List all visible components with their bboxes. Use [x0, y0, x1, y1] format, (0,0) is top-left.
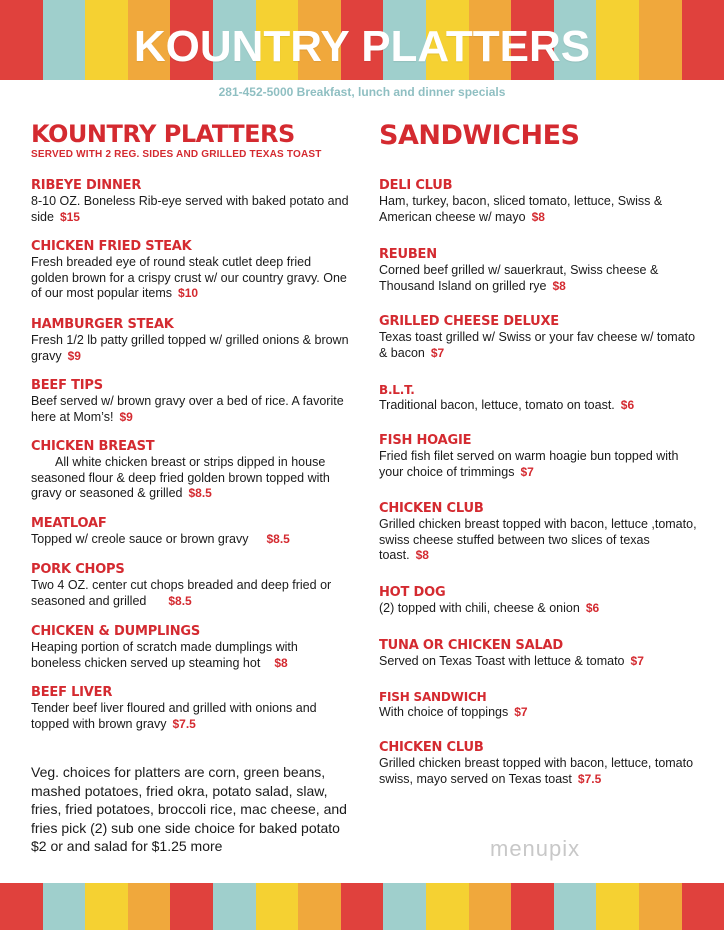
item-price: $7	[520, 464, 534, 479]
item-price: $7.5	[577, 771, 602, 786]
menu-item	[31, 378, 351, 425]
decorative-stripe	[554, 883, 597, 930]
menu-item	[31, 239, 351, 302]
menu-item	[31, 178, 351, 225]
item-name: BEEF TIPS	[31, 378, 103, 393]
item-price: $6	[585, 601, 600, 615]
item-description: (2) topped with chili, cheese & onion $6	[379, 601, 600, 615]
menu-item	[31, 562, 351, 609]
item-description: Two 4 OZ. center cut chops breaded and deep fried or seasoned and grilled $8.5	[31, 578, 332, 608]
decorative-stripe	[298, 883, 341, 930]
item-name: RIBEYE DINNER	[31, 178, 142, 193]
item-name: MEATLOAF	[31, 516, 107, 531]
item-name: FISH SANDWICH	[379, 690, 487, 704]
decorative-stripe	[639, 883, 682, 930]
page-title: KOUNTRY PLATTERS	[133, 22, 591, 71]
item-name: REUBEN	[379, 247, 437, 262]
decorative-stripe	[43, 883, 86, 930]
item-description: Tender beef liver floured and grilled with onions and topped with brown gravy $7.5	[31, 701, 317, 731]
item-description: Beef served w/ brown gravy over a bed of rice. A favorite here at Mom’s! $9	[31, 394, 344, 424]
item-name: CHICKEN FRIED STEAK	[31, 239, 192, 254]
item-price: $8.5	[266, 532, 290, 546]
item-name: CHICKEN & DUMPLINGS	[31, 624, 201, 639]
platters-section-subtitle: SERVED WITH 2 REG. SIDES AND GRILLED TEXAS TOAST	[31, 149, 322, 160]
item-name: HAMBURGER STEAK	[31, 317, 174, 332]
item-price: $8	[415, 548, 429, 562]
decorative-stripe	[511, 883, 554, 930]
item-price: $8	[274, 655, 288, 670]
item-name: B.L.T.	[379, 383, 415, 397]
item-description: Heaping portion of scratch made dumplings with boneless chicken served up steaming hot $8	[31, 640, 298, 670]
decorative-stripe	[85, 883, 128, 930]
item-price: $8.5	[168, 593, 192, 608]
bottom-stripe-band	[0, 883, 724, 930]
item-description: Fresh 1/2 lb patty grilled topped w/ grilled onions & brown gravy $9	[31, 333, 349, 363]
decorative-stripe	[341, 883, 384, 930]
menu-item	[31, 317, 351, 364]
menu-item	[379, 314, 697, 361]
menu-item	[379, 382, 697, 414]
platters-section-title: KOUNTRY PLATTERS	[31, 120, 295, 148]
item-description: Grilled chicken breast topped with bacon, lettuce ,tomato, swiss cheese stuffed between two slices of texas toast. $8	[379, 517, 697, 562]
item-price: $7	[430, 345, 445, 360]
item-description: Traditional bacon, lettuce, tomato on toast. $6	[379, 398, 635, 412]
item-name: GRILLED CHEESE DELUXE	[379, 314, 559, 329]
item-name: CHICKEN BREAST	[31, 439, 155, 454]
menu-item	[379, 638, 697, 670]
menu-item	[31, 439, 351, 502]
decorative-stripe	[0, 883, 43, 930]
decorative-stripe	[682, 883, 724, 930]
header-subtitle: 281-452-5000 Breakfast, lunch and dinner specials	[218, 85, 506, 99]
item-price: $8	[552, 278, 566, 293]
item-price: $7.5	[172, 716, 196, 731]
decorative-stripe	[170, 883, 213, 930]
vegetable-choices-note: Veg. choices for platters are corn, green beans, mashed potatoes, fried okra, potato salad, slaw, fries, fried potatoes, broccoli rice, mac cheese, and fries pick (2) sub one side choice for baked potato $2 or and salad for $1.25 more	[31, 764, 347, 854]
decorative-stripe	[256, 883, 299, 930]
sandwiches-column	[379, 120, 697, 786]
decorative-stripe	[128, 883, 171, 930]
decorative-stripe	[469, 883, 512, 930]
decorative-stripe	[213, 883, 256, 930]
item-description: Grilled chicken breast topped with bacon, lettuce, tomato swiss, mayo served on Texas toast $7.5	[379, 756, 694, 786]
item-price: $8	[531, 209, 545, 224]
item-description: Fried fish filet served on warm hoagie bun topped with your choice of trimmings $7	[379, 449, 679, 479]
item-description: Topped w/ creole sauce or brown gravy $8.5	[31, 532, 290, 546]
item-name: HOT DOG	[379, 585, 446, 600]
menu-item	[379, 247, 697, 294]
item-price: $9	[119, 409, 133, 424]
platters-column	[31, 120, 351, 854]
item-name: FISH HOAGIE	[379, 433, 472, 448]
menu-item	[31, 516, 351, 548]
menu-item	[379, 433, 697, 480]
menu-item	[379, 178, 697, 225]
item-description: 8-10 OZ. Boneless Rib-eye served with baked potato and side $15	[31, 194, 349, 224]
item-price: $15	[59, 209, 80, 224]
menu-item	[379, 740, 697, 787]
menu-item	[31, 624, 351, 671]
decorative-stripe	[426, 883, 469, 930]
sandwiches-section-title: SANDWICHES	[379, 120, 580, 151]
item-price: $7	[630, 654, 644, 668]
menu-item	[379, 501, 697, 564]
item-price: $9	[67, 348, 81, 363]
menu-item	[379, 689, 697, 721]
menu-item	[379, 585, 697, 617]
item-price: $10	[178, 286, 199, 300]
item-description: Ham, turkey, bacon, sliced tomato, lettuce, Swiss & American cheese w/ mayo $8	[379, 194, 663, 224]
item-description: Corned beef grilled w/ sauerkraut, Swiss cheese & Thousand Island on grilled rye $8	[379, 263, 659, 293]
item-price: $8.5	[188, 486, 212, 500]
decorative-stripe	[596, 883, 639, 930]
item-name: CHICKEN CLUB	[379, 501, 484, 516]
item-price: $6	[620, 398, 635, 412]
item-description: All white chicken breast or strips dipped in house seasoned flour & deep fried golden brown topped with gravy or seasoned & grilled $8.5	[31, 455, 330, 500]
item-description: With choice of toppings $7	[379, 705, 528, 719]
item-name: PORK CHOPS	[31, 562, 125, 577]
decorative-stripe	[383, 883, 426, 930]
item-name: CHICKEN CLUB	[379, 740, 484, 755]
menu-item	[31, 685, 351, 732]
item-description: Served on Texas Toast with lettuce & tomato $7	[379, 654, 644, 668]
item-name: DELI CLUB	[379, 178, 453, 193]
item-name: BEEF LIVER	[31, 685, 113, 700]
item-description: Fresh breaded eye of round steak cutlet deep fried golden brown for a crispy crust w/ our country gravy. One of our most popular items $10	[31, 255, 347, 300]
item-price: $7	[514, 705, 528, 719]
watermark-logo: menupix	[490, 836, 581, 861]
item-name: TUNA OR CHICKEN SALAD	[379, 638, 563, 653]
item-description: Texas toast grilled w/ Swiss or your fav cheese w/ tomato & bacon $7	[379, 330, 696, 360]
